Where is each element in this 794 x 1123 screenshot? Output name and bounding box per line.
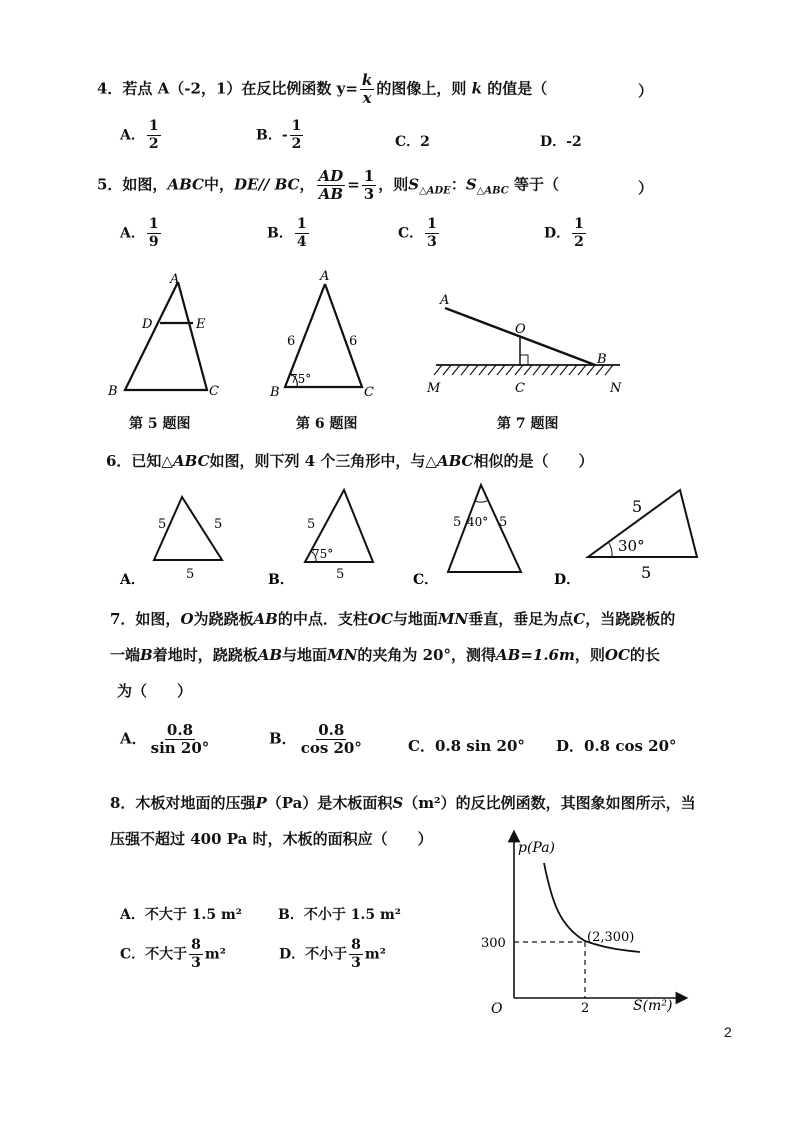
q5-s2-sub: △ABC bbox=[476, 185, 509, 197]
q7-option-c[interactable] bbox=[408, 735, 525, 756]
question-6-stem bbox=[106, 450, 594, 471]
q4-option-a-num: 1 bbox=[148, 118, 159, 134]
q7-c: C bbox=[573, 610, 586, 628]
q7-option-d[interactable] bbox=[556, 735, 677, 756]
q5-comma: ， bbox=[299, 175, 315, 194]
q5-s2: S bbox=[465, 175, 477, 194]
fig7-label-o: O bbox=[515, 322, 526, 337]
q8-l1-a: 8．木板对地面的压强 bbox=[110, 794, 256, 812]
q4-option-d-letter: D． bbox=[540, 134, 567, 150]
q8-option-c-pre: 不大于 bbox=[145, 946, 188, 963]
q6-d-bottom: 5 bbox=[641, 563, 652, 582]
q7-ab-2: AB bbox=[257, 646, 283, 664]
q7-oc: OC bbox=[367, 610, 393, 628]
q7-l2-e: ，则 bbox=[574, 646, 605, 664]
fig7-caption: 第 7 题图 bbox=[497, 416, 559, 432]
q7-option-a-num: 0.8 bbox=[166, 721, 194, 739]
q4-option-a-letter: A． bbox=[120, 127, 145, 144]
q5-option-b-letter: B． bbox=[267, 225, 293, 242]
fig7-label-b: B bbox=[597, 352, 607, 367]
q7-option-b-den: cos 20° bbox=[300, 739, 362, 757]
q5-option-c[interactable] bbox=[398, 216, 441, 251]
q7-o: O bbox=[180, 610, 194, 628]
question-7-line-1 bbox=[110, 608, 675, 629]
q5-text-b: 中， bbox=[203, 175, 234, 194]
q6-abc: ABC bbox=[172, 452, 210, 470]
q5-option-c-letter: C． bbox=[398, 225, 424, 242]
q5-option-d-num: 1 bbox=[574, 216, 584, 232]
fig5-label-c: C bbox=[209, 384, 219, 399]
q8-p: P bbox=[255, 794, 267, 812]
q6-option-d-letter[interactable]: D． bbox=[554, 572, 581, 588]
q7-option-c-letter: C． bbox=[408, 737, 435, 755]
q5-option-a-den: 9 bbox=[148, 234, 159, 250]
q4-option-b-sign: - bbox=[281, 127, 288, 144]
q8-origin: O bbox=[491, 1001, 503, 1017]
q8-option-b-text: 不小于 1.5 m² bbox=[303, 907, 401, 923]
q7-ab: AB bbox=[253, 610, 278, 628]
q5-text-d: 等于（ bbox=[513, 175, 559, 194]
q6-a-bottom: 5 bbox=[186, 567, 195, 582]
q5-frac-num: AD bbox=[318, 167, 344, 185]
q7-option-b-letter: B． bbox=[269, 729, 297, 748]
q7-measure: AB=1.6m bbox=[496, 646, 575, 664]
fig7-label-m: M bbox=[427, 381, 441, 396]
q8-s: S bbox=[392, 794, 404, 812]
q6-option-a-triangle[interactable] bbox=[154, 497, 222, 582]
q8-option-c-letter: C． bbox=[120, 946, 146, 963]
q5-de-parallel-bc: DE// BC bbox=[234, 175, 300, 194]
q5-text-a: 5．如图， bbox=[97, 175, 168, 194]
fig6-caption: 第 6 题图 bbox=[296, 416, 358, 432]
q5-option-d-letter: D． bbox=[544, 225, 571, 242]
q7-option-a-letter: A． bbox=[120, 729, 147, 748]
q8-y-label: p(Pa) bbox=[518, 840, 556, 856]
q4-var-k: k bbox=[471, 79, 482, 98]
fig6-angle: 75° bbox=[290, 372, 312, 386]
q5-frac-den: AB bbox=[318, 185, 344, 203]
fig6-label-b: B bbox=[270, 385, 280, 400]
q6-d-angle: 30° bbox=[618, 537, 645, 555]
fig5-label-a: A bbox=[170, 272, 180, 287]
q8-option-a-text: 不大于 1.5 m² bbox=[144, 907, 242, 923]
fig7-label-c: C bbox=[515, 381, 525, 396]
q7-l2-c: 与地面 bbox=[282, 646, 328, 664]
q6-text-b: 如图，则下列 4 个三角形中，与△ bbox=[209, 452, 437, 470]
q5-option-b-den: 4 bbox=[296, 234, 307, 250]
q6-b-left: 5 bbox=[307, 517, 316, 532]
q4-option-a[interactable] bbox=[120, 118, 163, 153]
q8-x-label: S(m²) bbox=[633, 998, 673, 1014]
q7-option-b-num: 0.8 bbox=[318, 721, 345, 739]
q4-option-c-letter: C． bbox=[395, 134, 421, 150]
q5-s1: S bbox=[408, 175, 420, 194]
q7-oc-2: OC bbox=[604, 646, 630, 664]
q6-abc-2: ABC bbox=[436, 452, 474, 470]
q5-option-b-num: 1 bbox=[296, 216, 307, 232]
q7-option-a-den: sin 20° bbox=[150, 739, 210, 757]
fig7-label-n: N bbox=[610, 381, 622, 396]
q5-colon: ： bbox=[450, 175, 466, 194]
q6-option-c-triangle[interactable] bbox=[448, 485, 521, 572]
q5-option-d[interactable] bbox=[544, 216, 588, 251]
q7-l1-f: ，当跷跷板的 bbox=[585, 610, 676, 628]
q7-option-c-value: 0.8 sin 20° bbox=[434, 737, 525, 755]
q8-option-c-num: 8 bbox=[191, 937, 201, 953]
figure-7-seesaw bbox=[434, 308, 620, 375]
q4-option-c-value: 2 bbox=[420, 134, 430, 150]
q6-option-d-triangle[interactable] bbox=[588, 490, 697, 582]
q8-point-label: (2,300) bbox=[587, 930, 635, 945]
q5-val-den: 3 bbox=[363, 185, 375, 203]
q7-l1-a: 7．如图， bbox=[110, 610, 181, 628]
q7-option-a[interactable] bbox=[120, 722, 213, 757]
page-number: 2 bbox=[724, 1024, 732, 1040]
q7-mn: MN bbox=[437, 610, 469, 628]
q6-option-b-letter[interactable]: B． bbox=[268, 572, 294, 588]
q7-b: B bbox=[140, 646, 153, 664]
q6-c-right: 5 bbox=[499, 515, 508, 530]
q7-option-d-letter: D． bbox=[556, 737, 585, 755]
q4-option-b-den: 2 bbox=[291, 136, 302, 152]
fig5-label-e: E bbox=[196, 317, 206, 332]
q4-text-c: 的值是（ bbox=[487, 79, 548, 98]
q4-function-fraction bbox=[360, 72, 374, 107]
q8-option-d-num: 8 bbox=[351, 937, 361, 953]
q4-frac-den: x bbox=[362, 89, 372, 107]
fig6-label-left: 6 bbox=[287, 334, 296, 349]
q5-option-b[interactable] bbox=[267, 216, 311, 251]
q5-equals: = bbox=[347, 175, 360, 194]
q7-mn-2: MN bbox=[327, 646, 358, 664]
fig5-caption: 第 5 题图 bbox=[129, 416, 191, 432]
q5-abc: ABC bbox=[167, 175, 204, 194]
q8-option-a-letter: A． bbox=[120, 907, 145, 923]
q5-s1-sub: △ADE bbox=[419, 185, 451, 197]
fig6-label-right: 6 bbox=[349, 334, 358, 349]
fig5-label-d: D bbox=[142, 317, 153, 332]
q8-l1-b: （Pa）是木板面积 bbox=[266, 794, 393, 812]
q4-option-b-letter: B． bbox=[256, 127, 282, 144]
q4-option-d-value: -2 bbox=[566, 134, 582, 150]
q6-a-left: 5 bbox=[158, 517, 167, 532]
q8-option-d-unit: m² bbox=[364, 946, 386, 963]
figure-5-triangle bbox=[125, 282, 207, 390]
q4-close-paren: ） bbox=[638, 82, 654, 100]
q6-text-a: 6．已知△ bbox=[106, 452, 173, 470]
q6-c-angle: 40° bbox=[467, 515, 489, 529]
q6-options-figures bbox=[110, 480, 710, 590]
q7-l1-b: 为跷跷板 bbox=[193, 610, 254, 628]
q5-text-c: ，则 bbox=[378, 175, 409, 194]
fig6-label-c: C bbox=[364, 385, 374, 400]
q7-option-d-value: 0.8 cos 20° bbox=[584, 737, 677, 755]
question-5-stem bbox=[97, 168, 559, 203]
q7-l2-a: 一端 bbox=[110, 646, 141, 664]
q4-option-b-num: 1 bbox=[291, 118, 302, 134]
q8-l1-c: （m²）的反比例函数，其图象如图所示，当 bbox=[403, 794, 696, 812]
q7-l1-d: 与地面 bbox=[392, 610, 438, 628]
q6-b-angle: 75° bbox=[312, 547, 334, 561]
q6-d-top: 5 bbox=[632, 497, 643, 516]
q6-c-left: 5 bbox=[453, 515, 462, 530]
q6-a-right: 5 bbox=[214, 517, 223, 532]
q7-option-b[interactable] bbox=[269, 722, 366, 757]
q5-ratio-fraction bbox=[317, 168, 346, 203]
q8-option-d[interactable] bbox=[279, 937, 386, 972]
q7-l2-f: 的长 bbox=[629, 646, 660, 664]
question-7-line-2 bbox=[110, 644, 660, 665]
q7-l1-c: 的中点．支柱 bbox=[277, 610, 368, 628]
q8-option-b[interactable] bbox=[278, 904, 401, 924]
q4-text-b: 的图像上，则 bbox=[376, 79, 467, 98]
q8-option-c[interactable] bbox=[120, 937, 226, 972]
fig5-label-b: B bbox=[108, 384, 118, 399]
q7-l2-d: 的夹角为 20°，测得 bbox=[357, 646, 496, 664]
question-7-line-3: 为（ ） bbox=[117, 682, 193, 700]
q4-text-a: 4．若点 A（-2，1）在反比例函数 y= bbox=[97, 79, 358, 98]
q6-text-c: 相似的是（ ） bbox=[473, 452, 594, 470]
q5-value-fraction bbox=[362, 168, 376, 203]
question-8-line-2: 压强不超过 400 Pa 时，木板的面积应（ ） bbox=[110, 830, 433, 848]
q5-option-c-den: 3 bbox=[427, 234, 437, 250]
q4-option-b[interactable] bbox=[256, 118, 305, 153]
figures-row bbox=[100, 265, 640, 405]
q8-option-c-unit: m² bbox=[204, 946, 226, 963]
q4-option-c[interactable] bbox=[395, 131, 430, 151]
q5-option-a-num: 1 bbox=[148, 216, 159, 232]
q8-option-a[interactable] bbox=[120, 904, 242, 924]
q4-option-a-den: 2 bbox=[148, 136, 159, 152]
q5-option-c-num: 1 bbox=[427, 216, 437, 232]
q6-b-bottom: 5 bbox=[336, 567, 345, 582]
q6-option-a-letter[interactable]: A． bbox=[120, 572, 145, 588]
q8-option-d-letter: D． bbox=[279, 946, 306, 963]
q6-option-b-triangle[interactable] bbox=[305, 490, 373, 582]
q8-option-b-letter: B． bbox=[278, 907, 304, 923]
q8-option-d-pre: 不小于 bbox=[305, 946, 348, 963]
q8-y-tick: 300 bbox=[481, 936, 506, 951]
q7-l1-e: 垂直，垂足为点 bbox=[468, 610, 574, 628]
q5-close-paren: ） bbox=[638, 179, 654, 197]
fig6-label-a: A bbox=[320, 269, 330, 284]
fig7-label-a: A bbox=[440, 293, 450, 308]
q6-option-c-letter[interactable]: C． bbox=[413, 572, 439, 588]
q8-graph bbox=[470, 828, 690, 1018]
q5-option-a[interactable] bbox=[120, 216, 163, 251]
q8-option-c-den: 3 bbox=[191, 955, 201, 971]
q7-l2-b: 着地时，跷跷板 bbox=[152, 646, 258, 664]
question-4-stem bbox=[97, 72, 547, 107]
q5-val-num: 1 bbox=[363, 167, 375, 185]
q8-option-d-den: 3 bbox=[351, 955, 361, 971]
q8-x-tick: 2 bbox=[581, 1001, 590, 1016]
q4-frac-num: k bbox=[361, 71, 373, 89]
q5-option-d-den: 2 bbox=[574, 234, 584, 250]
q4-option-d[interactable] bbox=[540, 131, 582, 151]
q5-option-a-letter: A． bbox=[120, 225, 145, 242]
question-8-line-1 bbox=[110, 792, 696, 813]
